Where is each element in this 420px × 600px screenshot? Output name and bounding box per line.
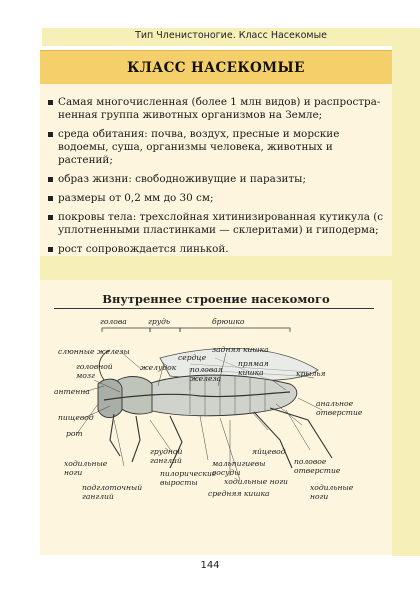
- page-number: 144: [200, 560, 220, 571]
- label-rectum: прямая кишка: [238, 359, 269, 377]
- facts-list: [48, 96, 384, 262]
- label-sex-gland: половая железа: [190, 365, 223, 383]
- label-mouth: рот: [66, 429, 83, 438]
- fact-item: покровы тела: трехслойная хитинизированная кутикула (с уплотненными пластинками — склеритами) и гиподерма;: [48, 211, 384, 237]
- label-salivary-glands: слюнные железы: [58, 347, 130, 356]
- label-oviduct: яйцевод: [252, 447, 286, 456]
- label-head: голова: [100, 317, 127, 326]
- fact-item: Самая многочисленная (более 1 млн видов) и распространенная группа животных организмов на Земле;: [48, 96, 384, 122]
- fact-item: рост сопровождается линькой.: [48, 243, 384, 256]
- label-genital-opening: половое отверстие: [294, 457, 341, 475]
- label-wings: крылья: [296, 369, 326, 378]
- label-head-brain: головной мозг: [76, 362, 113, 380]
- separator-strip: [40, 256, 392, 280]
- label-esophagus: пищевод: [58, 413, 94, 422]
- label-stomach: желудок: [140, 363, 177, 372]
- label-antenna: антенна: [54, 387, 90, 396]
- fact-item: среда обитания: почва, воздух, пресные и морские водоемы, суша, организмы человека, животных и растений;: [48, 128, 384, 167]
- facts-box: [40, 84, 392, 256]
- section-title-box: [40, 50, 392, 85]
- label-midgut: средняя кишка: [208, 489, 270, 498]
- label-chest: грудь: [148, 317, 171, 326]
- diagram-title: Внутреннее строение насекомого: [102, 292, 330, 306]
- fact-item: размеры от 0,2 мм до 30 см;: [48, 192, 384, 205]
- diagram-box: [40, 280, 392, 555]
- label-hindgut: задняя кишка: [212, 345, 269, 354]
- label-pyloric-outgrowths: пилорические выросты: [160, 469, 217, 487]
- label-abdomen: брюшко: [212, 317, 245, 326]
- label-heart: сердце: [178, 353, 207, 362]
- header-title: Тип Членистоногие. Класс Насекомые: [135, 30, 327, 41]
- section-title: КЛАСС НАСЕКОМЫЕ: [127, 60, 305, 76]
- fact-item: образ жизни: свободноживущие и паразиты;: [48, 173, 384, 186]
- label-thoracic-ganglion: грудной ганглий: [150, 447, 183, 465]
- label-malpighian-vessels: мальпигиевы сосуды: [212, 459, 266, 477]
- margin-strip: [392, 46, 420, 556]
- label-walking-legs-right: ходильные ноги: [310, 483, 354, 501]
- label-anal-opening: анальное отверстие: [316, 399, 363, 417]
- running-header: [42, 28, 420, 46]
- label-walking-legs-left: ходильные ноги: [64, 459, 108, 477]
- section-brackets: [102, 328, 290, 332]
- label-subpharyngeal-ganglion: подглоточный ганглий: [82, 483, 143, 501]
- label-walking-legs-mid: ходильные ноги: [224, 477, 288, 486]
